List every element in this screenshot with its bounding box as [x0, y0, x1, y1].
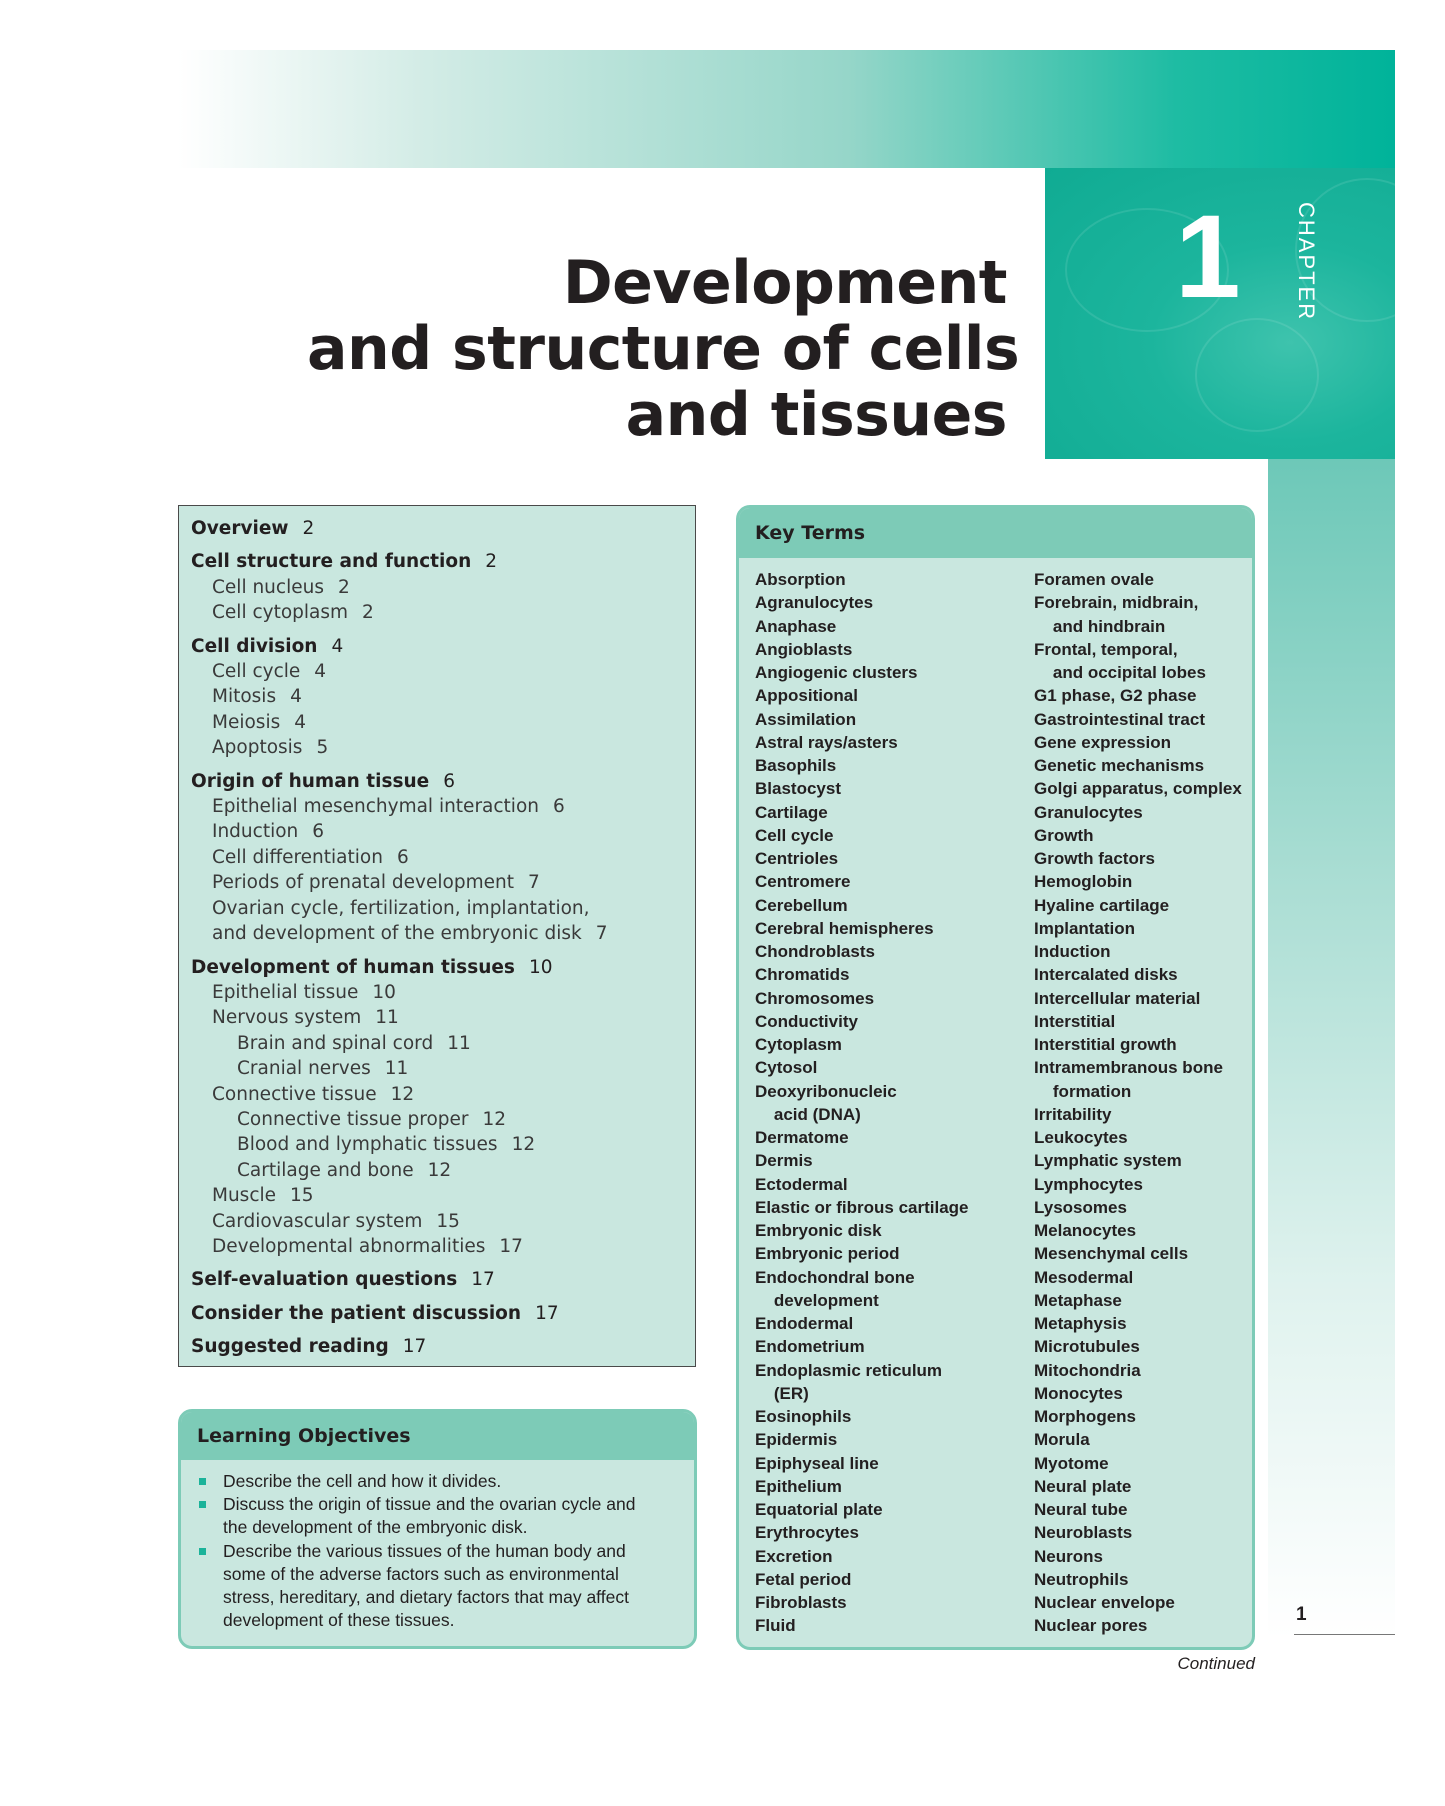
contents-entry — [191, 659, 683, 684]
contents-entry-page: 17 — [471, 1269, 495, 1291]
key-term: Embryonic period — [755, 1244, 900, 1264]
contents-entry-page: 12 — [511, 1134, 536, 1156]
key-term: Monocytes — [1034, 1383, 1123, 1403]
square-bullet-icon — [199, 1501, 206, 1508]
objective-line: the development of the embryonic disk. — [223, 1517, 528, 1538]
contents-entry — [191, 1301, 683, 1326]
contents-entry-page: 4 — [314, 661, 327, 683]
learning-objectives-list — [181, 1470, 694, 1632]
key-term: Epidermis — [755, 1430, 838, 1450]
key-term: Forebrain, midbrain, — [1034, 593, 1199, 613]
contents-entry — [191, 710, 683, 735]
key-term: Lysosomes — [1034, 1197, 1127, 1217]
key-term: Neutrophils — [1034, 1569, 1129, 1589]
key-term: Cytoplasm — [755, 1035, 842, 1054]
contents-entry-page: 6 — [553, 796, 565, 818]
contents-entry-page: 12 — [390, 1083, 415, 1105]
contents-entry-title: Cell division — [191, 635, 318, 657]
objective-line: some of the adverse factors such as environmental — [223, 1563, 619, 1584]
key-term: acid (DNA) — [755, 1104, 861, 1124]
key-term: Eosinophils — [755, 1407, 852, 1426]
key-term: Anaphase — [755, 616, 837, 636]
contents-entry — [191, 1183, 683, 1208]
contents-entry-page: 10 — [528, 956, 553, 978]
objective-item — [197, 1540, 680, 1633]
contents-entry-title: Connective tissue proper — [237, 1108, 469, 1130]
key-term: development — [755, 1290, 879, 1310]
key-term: Conductivity — [755, 1011, 858, 1031]
key-term: Hyaline cartilage — [1034, 895, 1170, 915]
key-term: Excretion — [755, 1546, 833, 1566]
key-term: Neuroblasts — [1034, 1523, 1133, 1543]
objective-line: Describe the various tissues of the human body and — [223, 1540, 626, 1561]
key-term: Mitochondria — [1034, 1360, 1141, 1380]
key-term: Morula — [1034, 1430, 1090, 1450]
key-term: Endometrium — [755, 1337, 865, 1357]
square-bullet-icon — [199, 1478, 206, 1485]
contents-entry — [191, 870, 683, 895]
key-term: Blastocyst — [755, 779, 841, 799]
key-term: Endodermal — [755, 1314, 854, 1333]
contents-entry-page: 11 — [447, 1032, 471, 1054]
key-term: Endochondral bone — [755, 1267, 915, 1287]
contents-entry-page: 7 — [595, 923, 608, 945]
key-term: Cerebellum — [755, 895, 848, 915]
contents-entry-title: Consider the patient discussion — [191, 1302, 522, 1324]
square-bullet-icon — [199, 1548, 206, 1555]
contents-entry-page: 4 — [290, 686, 302, 708]
contents-entry — [191, 794, 683, 819]
contents-entry — [191, 1267, 683, 1292]
key-term: Intercellular material — [1034, 988, 1201, 1008]
cell-texture — [1195, 318, 1319, 432]
key-term: Fetal period — [755, 1569, 852, 1589]
key-term: Intramembranous bone — [1034, 1058, 1223, 1078]
key-term: and hindbrain — [1034, 616, 1166, 636]
key-term: Neural plate — [1034, 1476, 1132, 1496]
contents-entry — [191, 575, 683, 600]
key-term: Metaphase — [1034, 1290, 1122, 1310]
contents-entry-page: 15 — [436, 1210, 460, 1232]
key-term: formation — [1034, 1081, 1132, 1101]
contents-entry-page: 6 — [396, 846, 409, 868]
continued-note: Continued — [1177, 1654, 1255, 1673]
key-term: Granulocytes — [1034, 802, 1143, 822]
key-term: Centromere — [755, 872, 851, 892]
chapter-label: CHAPTER — [1294, 202, 1319, 322]
contents-entry — [191, 1107, 683, 1132]
key-term: Elastic or fibrous cartilage — [755, 1197, 969, 1217]
key-term: Induction — [1034, 942, 1111, 961]
key-term: Agranulocytes — [755, 593, 874, 613]
contents-entry-page: 7 — [527, 872, 540, 894]
key-term: Neural tube — [1034, 1500, 1128, 1519]
contents-entry-page: 10 — [372, 981, 396, 1003]
key-term: Assimilation — [755, 709, 857, 729]
contents-entry-title: Apoptosis — [212, 737, 303, 759]
contents-entry-title: Induction — [212, 821, 299, 843]
contents-entry-title: Mitosis — [212, 686, 277, 708]
contents-entry — [191, 845, 683, 870]
key-term: Deoxyribonucleic — [755, 1081, 897, 1101]
contents-entry — [191, 634, 683, 659]
contents-entry — [191, 735, 683, 760]
key-term: Cerebral hemispheres — [755, 918, 934, 938]
key-term: Embryonic disk — [755, 1221, 882, 1240]
key-term: Melanocytes — [1034, 1221, 1137, 1240]
learning-objectives-box — [178, 1409, 697, 1649]
objective-line: Describe the cell and how it divides. — [223, 1471, 502, 1491]
contents-entry — [191, 1031, 683, 1056]
contents-entry — [191, 1132, 683, 1157]
key-term: Interstitial growth — [1034, 1035, 1177, 1054]
key-term: G1 phase, G2 phase — [1034, 686, 1197, 706]
key-term: Myotome — [1034, 1453, 1109, 1473]
key-term: Basophils — [755, 756, 837, 775]
contents-entry-page: 2 — [485, 551, 498, 573]
objective-item — [197, 1470, 680, 1493]
chapter-number: 1 — [1175, 191, 1241, 323]
contents-entry-page: 12 — [482, 1108, 507, 1130]
contents-entry — [191, 955, 683, 980]
contents-entry-title: Connective tissue — [212, 1083, 377, 1105]
contents-entry-page: 12 — [427, 1159, 452, 1181]
contents-entry-page: 4 — [294, 711, 306, 733]
key-term: Ectodermal — [755, 1174, 848, 1194]
key-terms-column-2 — [1034, 568, 1254, 1638]
contents-entry-title: Cranial nerves — [237, 1058, 371, 1080]
key-term: Angioblasts — [755, 639, 853, 659]
contents-entry — [191, 1005, 683, 1030]
side-gradient-band — [1268, 459, 1395, 1639]
key-term: Astral rays/asters — [755, 732, 898, 752]
contents-entry-title: Origin of human tissue — [191, 770, 430, 792]
key-terms-box — [736, 505, 1255, 1650]
key-term: Cell cycle — [755, 825, 834, 845]
chapter-title-line: and structure of cells — [307, 314, 1020, 384]
key-term: Nuclear pores — [1034, 1616, 1148, 1636]
contents-entry — [191, 516, 683, 541]
key-terms-title: Key Terms — [739, 508, 1252, 558]
contents-entry-page: 17 — [535, 1302, 559, 1324]
contents-entry-page: 6 — [312, 821, 325, 843]
contents-entry-page: 5 — [316, 737, 329, 759]
key-term: Epithelium — [755, 1476, 842, 1496]
key-term: Cytosol — [755, 1058, 818, 1078]
key-term: Fibroblasts — [755, 1593, 847, 1612]
key-term: Genetic mechanisms — [1034, 756, 1205, 775]
learning-objectives-title: Learning Objectives — [181, 1412, 694, 1460]
contents-entry-page: 4 — [331, 635, 344, 657]
key-term: Growth factors — [1034, 849, 1155, 868]
objective-item — [197, 1493, 680, 1539]
key-term: (ER) — [755, 1383, 809, 1403]
key-term: Cartilage — [755, 802, 828, 822]
contents-entry-title: Ovarian cycle, fertilization, implantation, — [212, 897, 590, 919]
key-term: Implantation — [1034, 918, 1136, 938]
contents-entry-title: Blood and lymphatic tissues — [237, 1134, 498, 1156]
key-term: Neurons — [1034, 1546, 1103, 1566]
key-term: Hemoglobin — [1034, 872, 1133, 892]
contents-entry-title: Suggested reading — [191, 1336, 389, 1358]
key-term: Appositional — [755, 686, 858, 706]
contents-entry-page: 15 — [290, 1185, 314, 1207]
contents-entry — [191, 549, 683, 574]
contents-entry — [191, 1334, 683, 1359]
contents-entry-title: Epithelial tissue — [212, 981, 359, 1003]
key-term: and occipital lobes — [1034, 663, 1206, 682]
key-term: Golgi apparatus, complex — [1034, 779, 1242, 799]
contents-entry-title: and development of the embryonic disk — [212, 923, 582, 945]
page-number: 1 — [1296, 1604, 1307, 1625]
contents-entry-title: Cardiovascular system — [212, 1210, 423, 1232]
contents-entry — [191, 1082, 683, 1107]
contents-entry-page: 6 — [443, 770, 456, 792]
header-gradient-band — [178, 50, 1395, 168]
contents-entry-title: Cell cytoplasm — [212, 602, 349, 624]
contents-entry — [191, 980, 683, 1005]
key-term: Epiphyseal line — [755, 1453, 879, 1473]
contents-entry — [191, 1234, 683, 1259]
chapter-title — [307, 248, 1020, 450]
key-term: Erythrocytes — [755, 1523, 859, 1543]
contents-entry-title: Cell cycle — [212, 661, 301, 683]
contents-entry — [191, 1158, 683, 1183]
contents-entry-page: 2 — [302, 518, 315, 539]
key-terms-column-1 — [755, 568, 1025, 1638]
key-term: Nuclear envelope — [1034, 1593, 1175, 1612]
contents-entry — [191, 769, 683, 794]
key-term: Gastrointestinal tract — [1034, 709, 1205, 729]
key-term: Angiogenic clusters — [755, 663, 918, 682]
contents-entry — [191, 819, 683, 844]
key-term: Equatorial plate — [755, 1500, 883, 1519]
chapter-badge — [1045, 168, 1395, 459]
contents-entry-title: Self-evaluation questions — [191, 1269, 458, 1291]
key-term: Endoplasmic reticulum — [755, 1360, 943, 1380]
key-term: Centrioles — [755, 849, 839, 868]
key-term: Mesodermal — [1034, 1267, 1134, 1287]
contents-entry-title: Nervous system — [212, 1007, 362, 1029]
contents-entry — [191, 1056, 683, 1081]
contents-entry-title: Overview — [191, 518, 289, 539]
key-term: Fluid — [755, 1616, 796, 1636]
contents-entry-title: Epithelial mesenchymal interaction — [212, 796, 539, 818]
contents-entry-title: Developmental abnormalities — [212, 1235, 486, 1257]
key-term: Leukocytes — [1034, 1128, 1128, 1147]
key-term: Growth — [1034, 825, 1094, 845]
contents-entry — [191, 684, 683, 709]
contents-entry — [191, 896, 683, 921]
objective-line: development of these tissues. — [223, 1610, 455, 1631]
contents-entry-title: Cell nucleus — [212, 576, 324, 598]
contents-entry-title: Muscle — [212, 1185, 277, 1207]
key-term: Frontal, temporal, — [1034, 639, 1178, 659]
chapter-title-line: and tissues — [625, 380, 1007, 450]
contents-entry-title: Periods of prenatal development — [212, 872, 514, 894]
key-term: Foramen ovale — [1034, 570, 1154, 589]
key-term: Chromatids — [755, 965, 850, 985]
key-term: Dermatome — [755, 1128, 849, 1147]
contents-entry — [191, 1209, 683, 1234]
key-term: Interstitial — [1034, 1011, 1116, 1031]
page-number-rule — [1294, 1634, 1395, 1635]
key-term: Dermis — [755, 1151, 813, 1171]
key-term: Intercalated disks — [1034, 965, 1178, 985]
contents-entry-title: Cell structure and function — [191, 551, 472, 573]
contents-entry-title: Cartilage and bone — [237, 1159, 414, 1181]
contents-entry-page: 2 — [362, 602, 374, 624]
objective-line: Discuss the origin of tissue and the ovarian cycle and — [223, 1494, 636, 1515]
contents-entry — [191, 921, 683, 946]
chapter-title-line: Development — [562, 248, 1007, 318]
key-term: Chondroblasts — [755, 942, 875, 961]
contents-entry-page: 17 — [402, 1336, 427, 1358]
key-term: Irritability — [1034, 1104, 1112, 1124]
contents-entry-title: Cell differentiation — [212, 846, 383, 868]
key-term: Lymphatic system — [1034, 1151, 1182, 1171]
contents-entry-page: 11 — [375, 1007, 399, 1029]
chapter-contents — [178, 505, 696, 1367]
contents-entry-title: Meiosis — [212, 711, 281, 733]
contents-entry — [191, 600, 683, 625]
contents-entry-title: Brain and spinal cord — [237, 1032, 434, 1054]
key-term: Absorption — [755, 570, 846, 589]
key-term: Gene expression — [1034, 732, 1172, 752]
contents-entry-page: 17 — [499, 1235, 523, 1257]
contents-entry-page: 2 — [337, 576, 350, 598]
key-term: Mesenchymal cells — [1034, 1244, 1189, 1264]
key-term: Microtubules — [1034, 1337, 1140, 1357]
key-term: Morphogens — [1034, 1407, 1136, 1426]
contents-entry-title: Development of human tissues — [191, 956, 515, 978]
key-term: Lymphocytes — [1034, 1174, 1143, 1194]
key-term: Metaphysis — [1034, 1314, 1127, 1333]
key-term: Chromosomes — [755, 988, 875, 1008]
objective-line: stress, hereditary, and dietary factors that may affect — [223, 1587, 629, 1608]
contents-entry-page: 11 — [384, 1058, 409, 1080]
